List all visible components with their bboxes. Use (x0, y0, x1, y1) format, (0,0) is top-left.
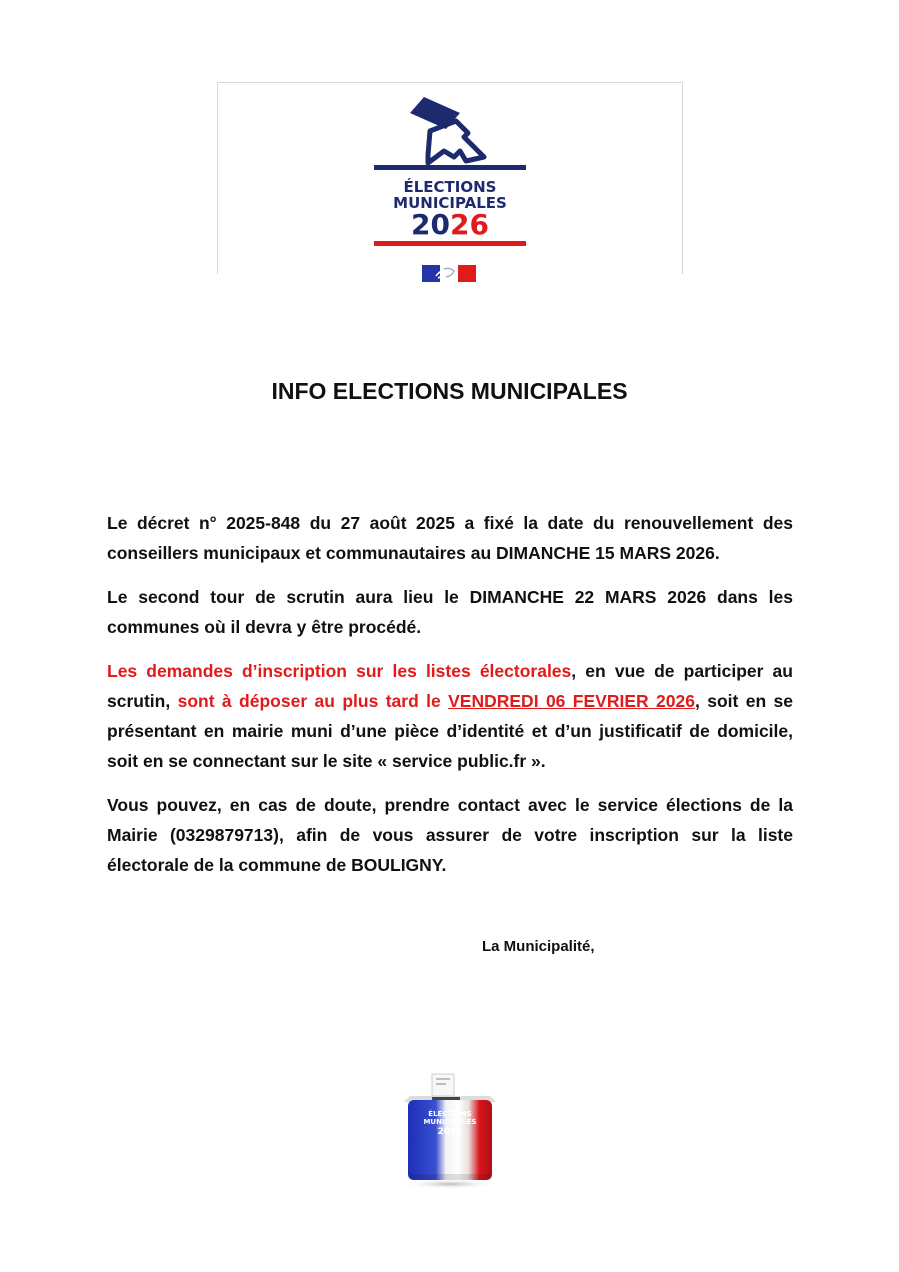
ballot-slot (432, 1097, 460, 1100)
box-slot-line (374, 165, 526, 170)
ballot-box-illustration (400, 1070, 500, 1190)
logo-year-part1: 20 (411, 208, 450, 241)
signature: La Municipalité, (482, 938, 595, 955)
body-text (107, 508, 793, 894)
deadline-date: VENDREDI 06 FEVRIER 2026 (448, 691, 695, 711)
ballot-line1: ÉLECTIONS (428, 1110, 472, 1118)
logo-line2: MUNICIPALES (393, 194, 507, 212)
hand-icon (428, 121, 484, 163)
ballot-line2: MUNICIPALES (423, 1118, 477, 1126)
paragraph-4: Vous pouvez, en cas de doute, prendre contact avec le service élections de la Mairie (0329879713), afin de vous assurer de votre inscription sur la liste électorale de la commune de BOULIGNY. (107, 795, 793, 875)
paragraph-1: Le décret n° 2025-848 du 27 août 2025 a fixé la date du renouvellement des conseillers municipaux et communautaires au DIMANCHE 15 MARS 2026. (107, 513, 793, 563)
logo-underline (374, 241, 526, 246)
deadline-intro-text: sont à déposer au plus tard le (177, 691, 449, 711)
republique-francaise-flag-icon (422, 265, 476, 282)
paragraph-2: Le second tour de scrutin aura lieu le DIMANCHE 22 MARS 2026 dans les communes où il devra y être procédé. (107, 587, 793, 637)
elections-municipales-logo (372, 95, 528, 250)
ballot-year: 2026 (437, 1127, 463, 1137)
paragraph-3 (107, 656, 793, 776)
registration-request-text: Les demandes d’inscription sur les listes électorales (107, 661, 572, 681)
logo-year (411, 208, 489, 241)
page-title: INFO ELECTIONS MUNICIPALES (271, 378, 628, 404)
logo-year-part2: 26 (450, 208, 489, 241)
logo-line1: ÉLECTIONS (403, 178, 497, 196)
paragraph-3-plain-2: , soit en se présentant en mairie muni d’une pièce d’identité et d’un justificatif de domicile, soit en se connectant sur le site « service public.fr ». (107, 691, 793, 771)
paragraph-3-plain-1: , en vue de participer au scrutin, (107, 661, 793, 711)
